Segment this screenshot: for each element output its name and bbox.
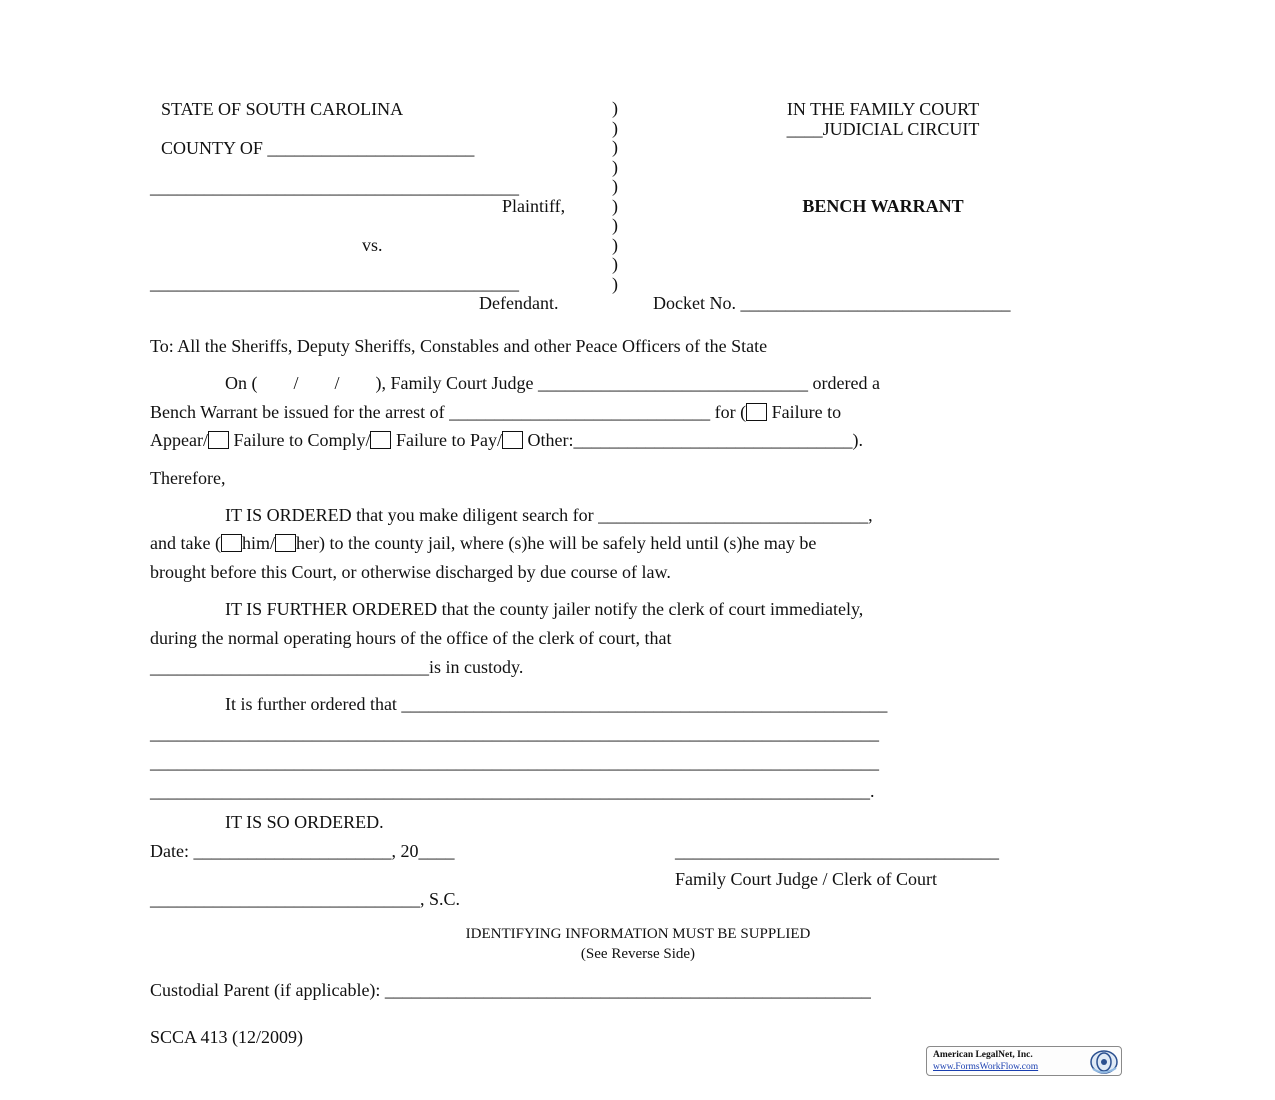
signature-label: Family Court Judge / Clerk of Court (675, 869, 937, 889)
reasons-line (150, 429, 863, 451)
order-date-judge-line[interactable]: On ( / / ), Family Court Judge ______________________________ ordered a (225, 373, 880, 393)
failure-to-appear-label: Failure to (767, 402, 842, 422)
arrest-line (150, 401, 841, 423)
her-label: her) to the county jail, where (s)he will be safely held until (s)he may be (295, 533, 817, 553)
additional-order-line-3[interactable]: _________________________________________________________________________________ (150, 752, 879, 772)
plaintiff-name-line[interactable]: _________________________________________ (150, 177, 519, 197)
case-caption (0, 0, 1275, 320)
search-order-line[interactable]: IT IS ORDERED that you make diligent search for ______________________________, (225, 505, 873, 525)
discharge-line: brought before this Court, or otherwise discharged by due course of law. (150, 562, 671, 582)
form-id: SCCA 413 (12/2009) (150, 1027, 304, 1047)
therefore-label: Therefore, (150, 468, 226, 488)
her-checkbox[interactable] (275, 534, 296, 552)
in-custody-field[interactable]: _______________________________is in custody. (150, 657, 524, 677)
versus-label: vs. (362, 235, 383, 255)
state-name: STATE OF SOUTH CAROLINA (161, 99, 404, 119)
court-name: IN THE FAMILY COURT (786, 99, 980, 119)
defendant-label: Defendant. (479, 293, 559, 313)
additional-order-line-4[interactable]: ________________________________________________________________________________. (150, 781, 875, 801)
additional-order-field[interactable]: It is further ordered that ______________________________________________________ (225, 694, 888, 714)
judge-signature-line[interactable]: ____________________________________ (675, 841, 999, 861)
publisher-name: American LegalNet, Inc. (933, 1050, 1033, 1060)
caption-divider: ) ) ) ) ) ) ) ) ) ) (612, 98, 618, 294)
so-ordered-label: IT IS SO ORDERED. (225, 812, 384, 832)
clerk-hours-line: during the normal operating hours of the office of the clerk of court, that (150, 628, 672, 648)
county-field[interactable]: COUNTY OF _______________________ (161, 138, 475, 158)
further-order-line: IT IS FURTHER ORDERED that the county jailer notify the clerk of court immediately, (225, 599, 864, 619)
other-checkbox[interactable] (502, 431, 523, 449)
him-checkbox[interactable] (221, 534, 242, 552)
judicial-circuit-field[interactable]: ____JUDICIAL CIRCUIT (786, 119, 980, 139)
arrest-name-text[interactable]: Bench Warrant be issued for the arrest of _____________________________ for ( (150, 402, 747, 422)
take-label: and take ( (150, 533, 221, 553)
identifying-info-notice: IDENTIFYING INFORMATION MUST BE SUPPLIED (465, 926, 811, 942)
docket-number-field[interactable]: Docket No. ______________________________ (653, 293, 1011, 313)
globe-icon (1085, 1049, 1119, 1075)
failure-to-comply-checkbox[interactable] (208, 431, 229, 449)
publisher-url-link[interactable]: www.FormsWorkFlow.com (933, 1062, 1039, 1072)
defendant-name-line[interactable]: _________________________________________ (150, 273, 519, 293)
other-reason-field[interactable]: Other:_______________________________). (522, 430, 863, 450)
see-reverse-note: (See Reverse Side) (580, 946, 696, 962)
plaintiff-label: Plaintiff, (502, 196, 566, 216)
failure-to-pay-checkbox[interactable] (370, 431, 391, 449)
failure-to-comply-label: Failure to Comply/ (228, 430, 371, 450)
him-label: him/ (241, 533, 275, 553)
date-field[interactable]: Date: ______________________, 20____ (150, 841, 455, 861)
publisher-logo[interactable] (926, 1046, 1122, 1076)
additional-order-line-2[interactable]: _________________________________________________________________________________ (150, 723, 879, 743)
custody-line (150, 532, 816, 554)
place-field[interactable]: ______________________________, S.C. (150, 889, 461, 909)
failure-to-pay-label: Failure to Pay/ (391, 430, 502, 450)
addressee-line: To: All the Sheriffs, Deputy Sheriffs, Constables and other Peace Officers of the State (150, 336, 768, 356)
failure-to-appear-checkbox[interactable] (746, 403, 767, 421)
document-title: BENCH WARRANT (802, 196, 964, 216)
appear-label: Appear/ (150, 430, 208, 450)
custodial-parent-field[interactable]: Custodial Parent (if applicable): ______________________________________________________ (150, 980, 871, 1000)
